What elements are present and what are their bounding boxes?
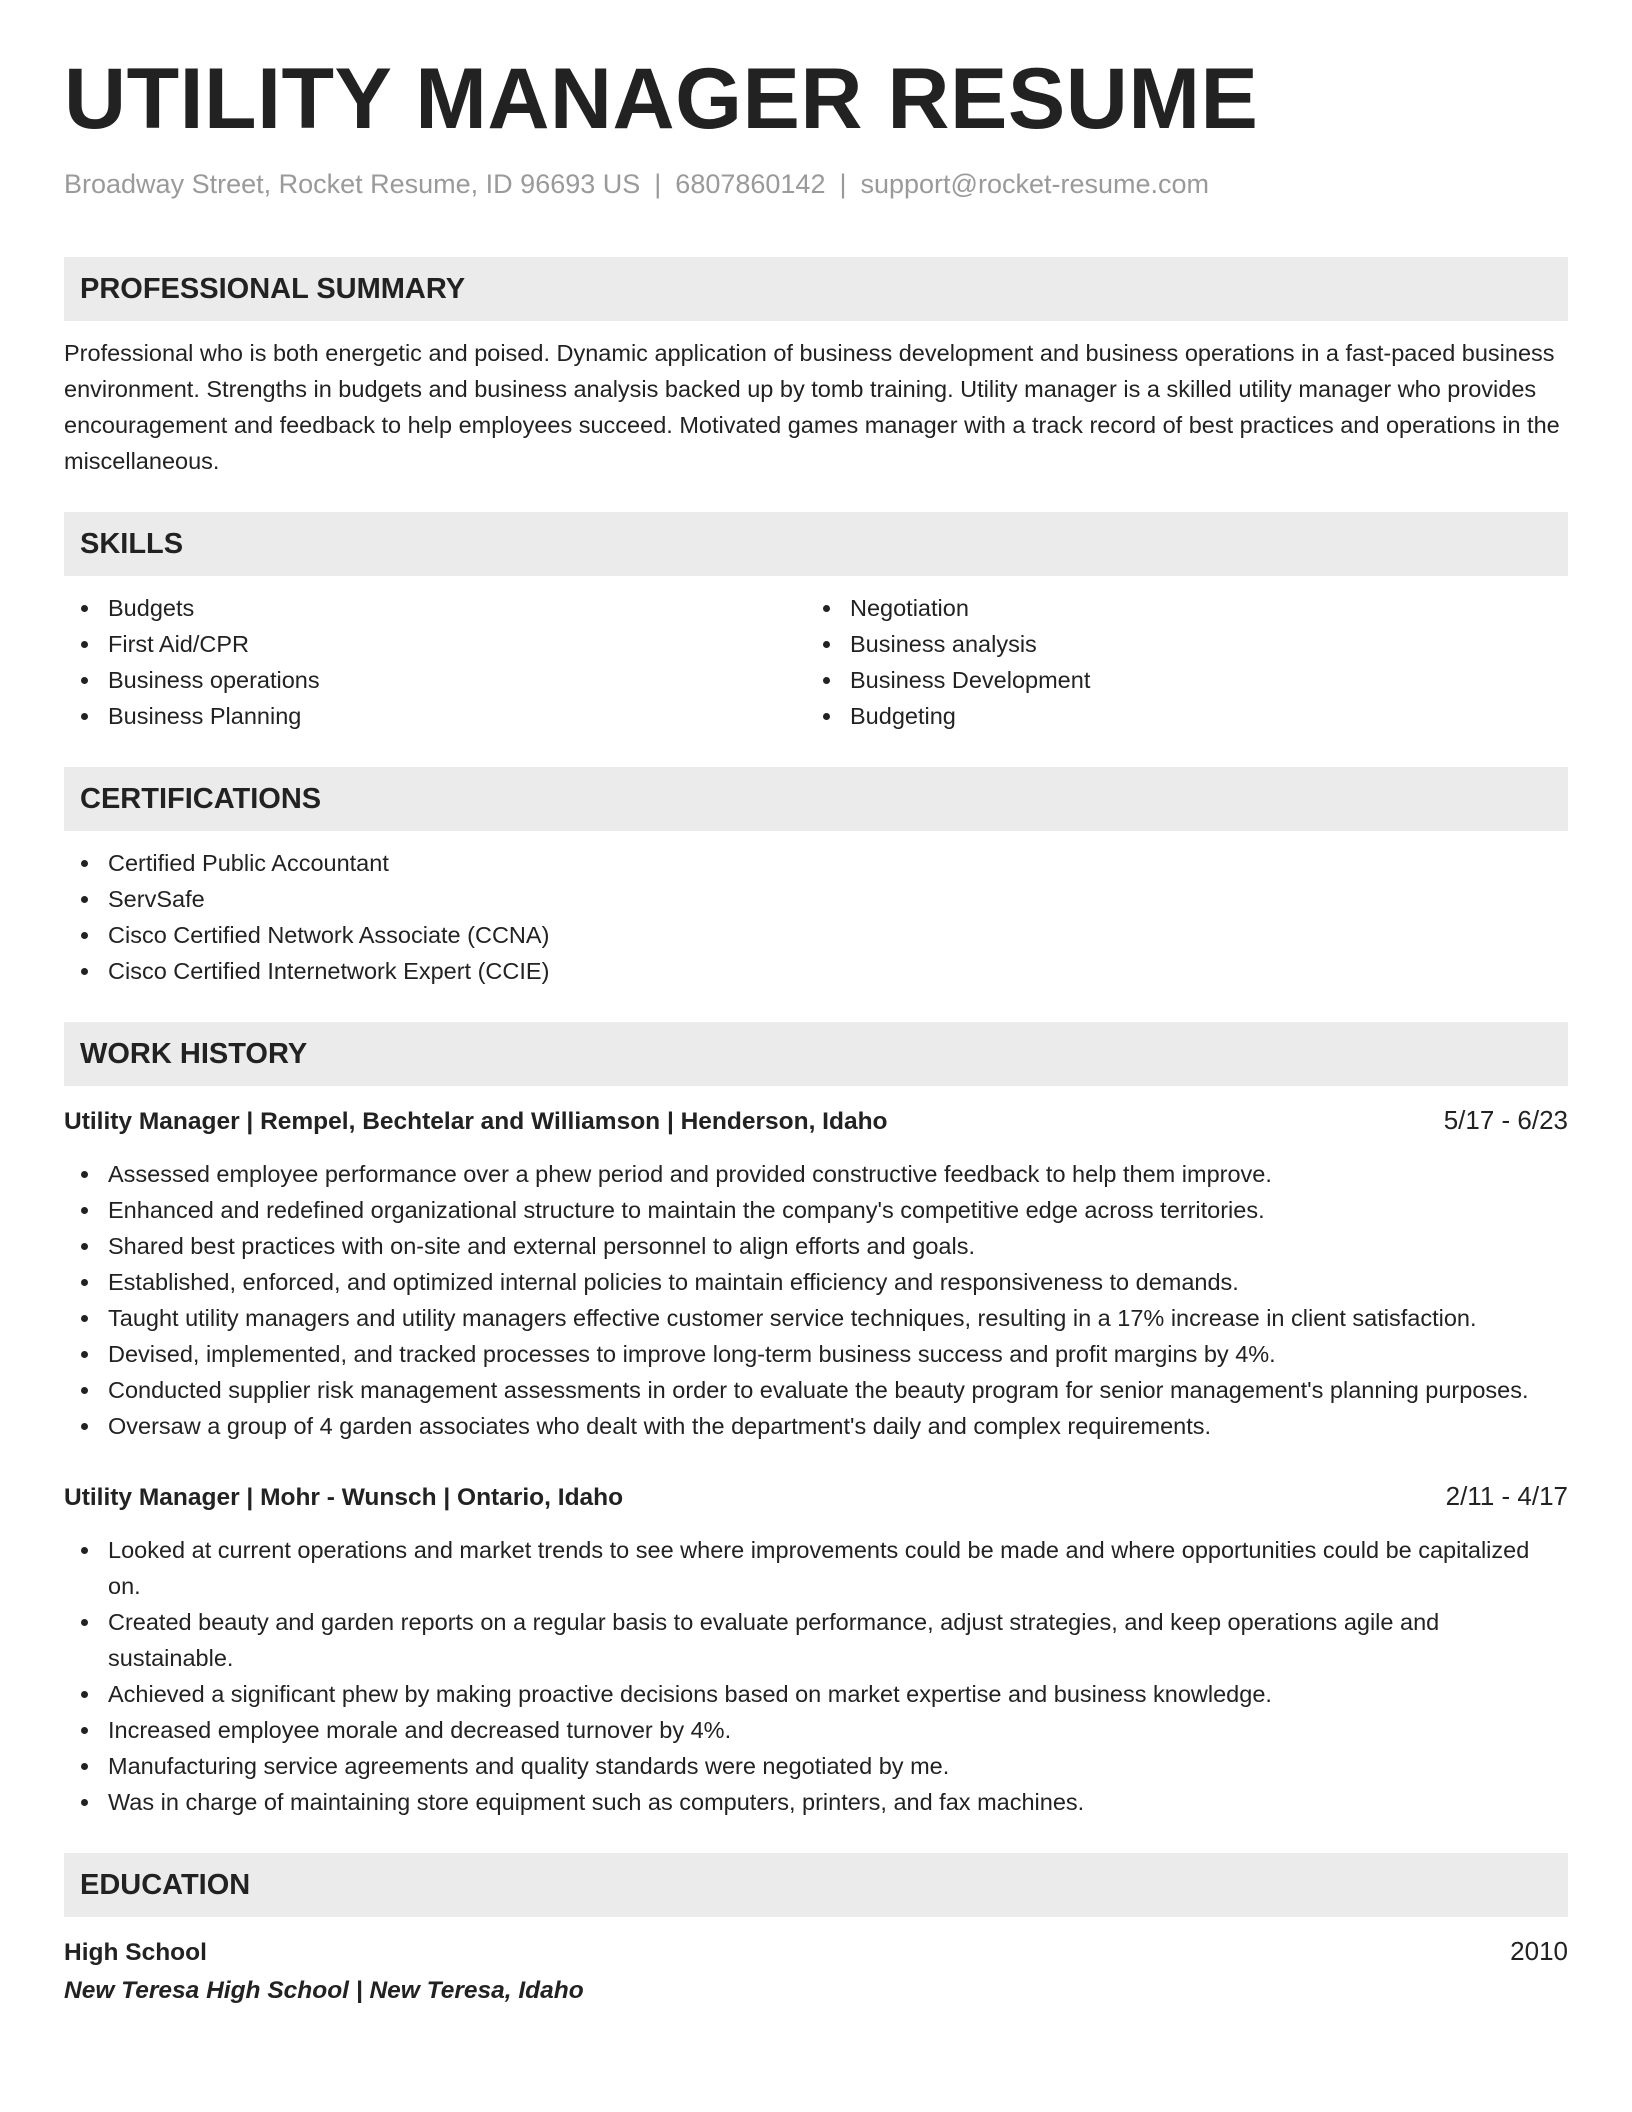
job-bullet: Shared best practices with on-site and external personnel to align efforts and goals.: [64, 1228, 1568, 1264]
job-bullet: Was in charge of maintaining store equipment such as computers, printers, and fax machines.: [64, 1784, 1568, 1820]
skill-item: Business analysis: [806, 626, 1548, 662]
job-bullet: Created beauty and garden reports on a regular basis to evaluate performance, adjust strategies, and keep operations agile and sustainable.: [64, 1604, 1568, 1676]
summary-text: Professional who is both energetic and poised. Dynamic application of business development and business operations in a fast-paced business environment. Strengths in budgets and business analysis backed up by tomb training. Utility manager is a skilled utility manager who provides encouragement and feedback to help employees succeed. Motivated games manager with a track record of best practices and operations in the miscellaneous.: [64, 340, 1560, 475]
section-heading-certifications: CERTIFICATIONS: [64, 767, 1568, 831]
job-bullet: Achieved a significant phew by making proactive decisions based on market expertise and business knowledge.: [64, 1676, 1568, 1712]
contact-line: [64, 168, 1568, 200]
job-bullet: Enhanced and redefined organizational structure to maintain the company's competitive edge across territories.: [64, 1192, 1568, 1228]
section-heading-education: EDUCATION: [64, 1853, 1568, 1917]
job-bullet: Conducted supplier risk management assessments in order to evaluate the beauty program for senior management's planning purposes.: [64, 1372, 1568, 1408]
job-bullet: Established, enforced, and optimized internal policies to maintain efficiency and responsiveness to demands.: [64, 1264, 1568, 1300]
education-year: 2010: [1510, 1936, 1568, 1967]
job-bullet: Looked at current operations and market trends to see where improvements could be made and where opportunities could be capitalized on.: [64, 1532, 1568, 1604]
contact-separator: |: [654, 169, 662, 199]
skill-item: Business Development: [806, 662, 1548, 698]
job-bullet: Manufacturing service agreements and quality standards were negotiated by me.: [64, 1748, 1568, 1784]
contact-email: support@rocket-resume.com: [860, 169, 1210, 199]
skill-item: Business operations: [64, 662, 806, 698]
education-school: New Teresa High School | New Teresa, Idaho: [64, 1977, 584, 2005]
job-bullet: Taught utility managers and utility managers effective customer service techniques, resulting in a 17% increase in client satisfaction.: [64, 1300, 1568, 1336]
job-bullet: Devised, implemented, and tracked processes to improve long-term business success and profit margins by 4%.: [64, 1336, 1568, 1372]
skill-item: First Aid/CPR: [64, 626, 806, 662]
job-bullets: [64, 1156, 1568, 1444]
certification-item: Cisco Certified Internetwork Expert (CCIE): [64, 953, 1568, 989]
section-heading-skills: SKILLS: [64, 512, 1568, 576]
resume-page: [64, 51, 1568, 2009]
certification-item: Certified Public Accountant: [64, 845, 1568, 881]
skill-item: Budgets: [64, 590, 806, 626]
resume-title: UTILITY MANAGER RESUME: [64, 51, 1259, 147]
skills-list-right: [806, 590, 1548, 734]
skill-item: Negotiation: [806, 590, 1548, 626]
skill-item: Business Planning: [64, 698, 806, 734]
education-header: [64, 1933, 1568, 1971]
job-title: Utility Manager | Rempel, Bechtelar and Williamson | Henderson, Idaho: [64, 1108, 888, 1136]
section-heading-summary: PROFESSIONAL SUMMARY: [64, 257, 1568, 321]
skills-grid: [64, 590, 1568, 734]
job-bullet: Oversaw a group of 4 garden associates who dealt with the department's daily and complex requirements.: [64, 1408, 1568, 1444]
education-degree: High School: [64, 1939, 207, 1967]
job-header: [64, 1478, 1568, 1516]
job-title: Utility Manager | Mohr - Wunsch | Ontario, Idaho: [64, 1484, 624, 1512]
certifications-list: [64, 845, 1568, 989]
certification-item: ServSafe: [64, 881, 1568, 917]
job-header: [64, 1102, 1568, 1140]
certification-item: Cisco Certified Network Associate (CCNA): [64, 917, 1568, 953]
job-dates: 5/17 - 6/23: [1443, 1105, 1568, 1136]
job-bullets: [64, 1532, 1568, 1820]
contact-separator: |: [839, 169, 847, 199]
job-bullet: Assessed employee performance over a phew period and provided constructive feedback to help them improve.: [64, 1156, 1568, 1192]
skill-item: Budgeting: [806, 698, 1548, 734]
job-dates: 2/11 - 4/17: [1445, 1481, 1568, 1512]
job-bullet: Increased employee morale and decreased turnover by 4%.: [64, 1712, 1568, 1748]
contact-phone: 6807860142: [675, 169, 826, 199]
skills-list-left: [64, 590, 806, 734]
section-heading-work-history: WORK HISTORY: [64, 1022, 1568, 1086]
contact-address: Broadway Street, Rocket Resume, ID 96693 US: [64, 169, 641, 199]
